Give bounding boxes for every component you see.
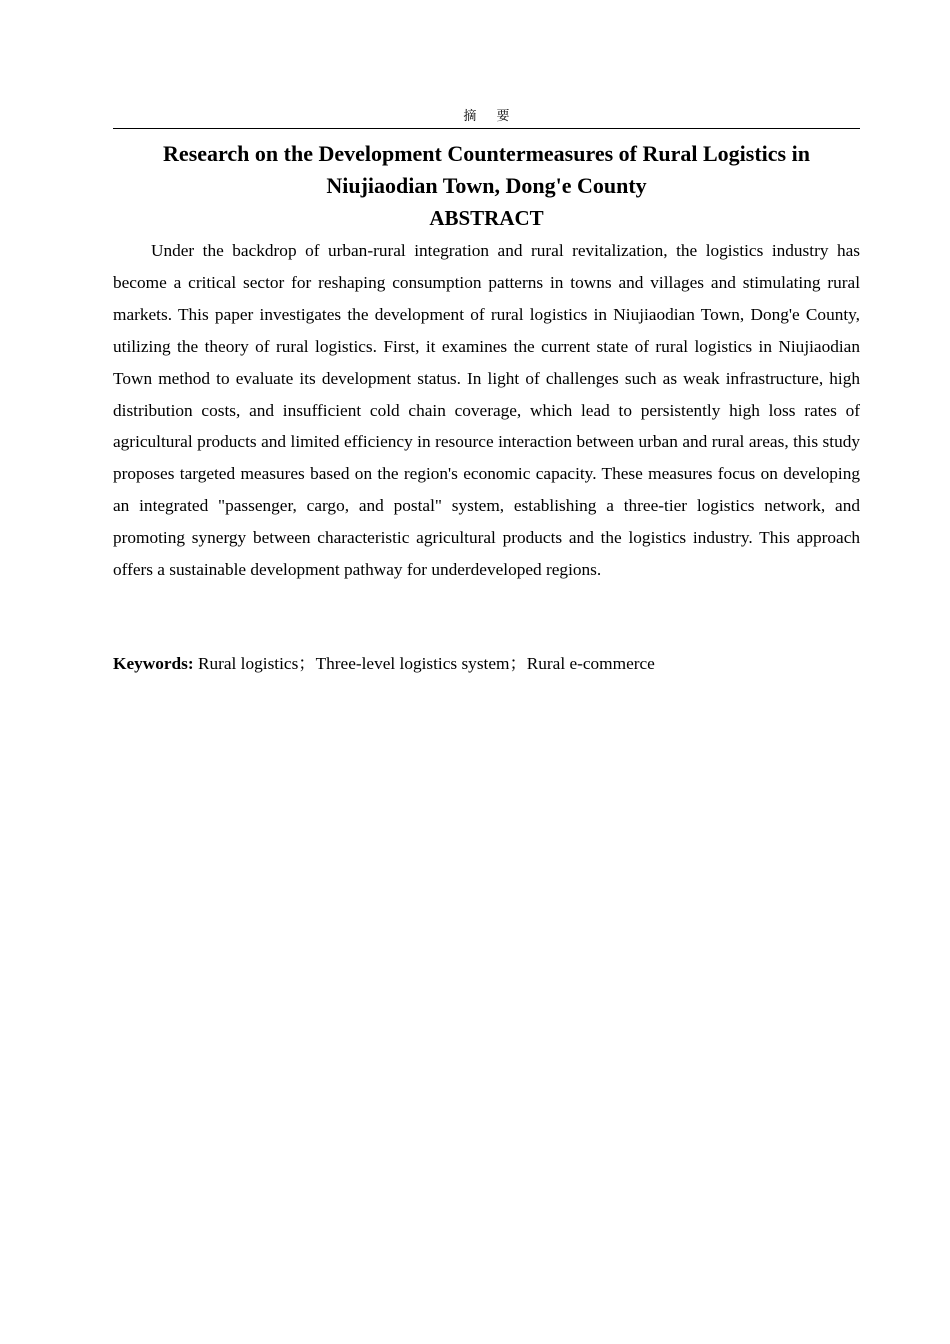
- paper-title: Research on the Development Countermeasures of Rural Logistics in Niujiaodian Town, Dong'e County: [163, 141, 810, 198]
- abstract-body: Under the backdrop of urban-rural integration and rural revitalization, the logistics industry has become a critical sector for reshaping consumption patterns in towns and villages and stimulating rural markets. This paper investigates the development of rural logistics in Niujiaodian Town, Dong'e County, utilizing the theory of rural logistics. First, it examines the current state of rural logistics in Niujiaodian Town method to evaluate its development status. In light of challenges such as weak infrastructure, high distribution costs, and insufficient cold chain coverage, which lead to persistently high loss rates of agricultural products and limited efficiency in resource interaction between urban and rural areas, this study proposes targeted measures based on the region's economic capacity. These measures focus on developing an integrated "passenger, cargo, and postal" system, establishing a three-tier logistics network, and promoting synergy between characteristic agricultural products and the logistics industry. This approach offers a sustainable development pathway for underdeveloped regions.: [113, 241, 860, 580]
- keywords-text: Rural logistics；Three-level logistics system；Rural e-commerce: [197, 654, 655, 673]
- keywords-line: [113, 648, 860, 680]
- header-rule: [113, 128, 860, 129]
- keywords-label: Keywords:: [113, 654, 194, 673]
- abstract-heading: ABSTRACT: [429, 206, 544, 230]
- running-header: 摘 要: [463, 109, 518, 124]
